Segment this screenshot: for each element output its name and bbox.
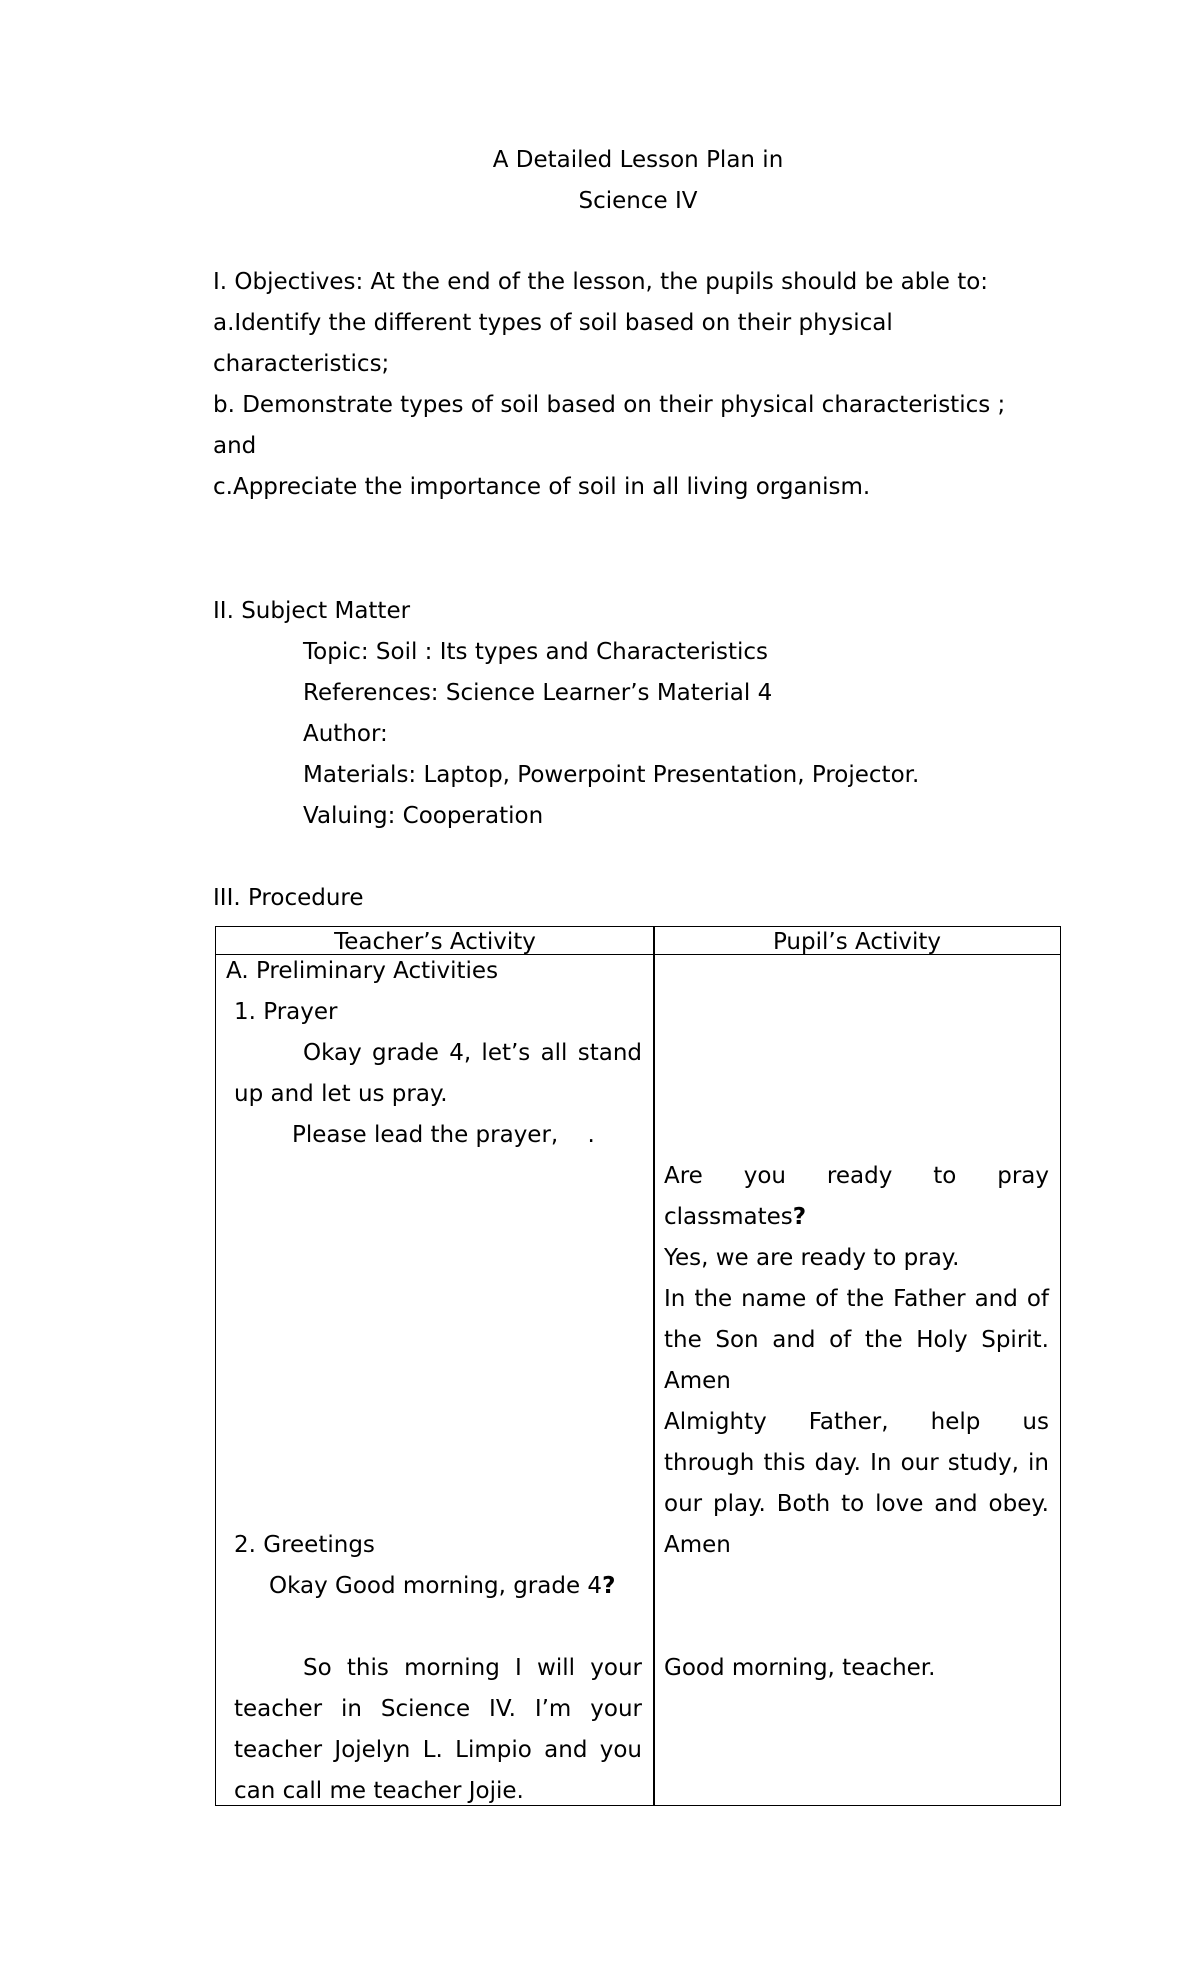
pupil-good-morning: Good morning, teacher.: [664, 1655, 936, 1681]
subject-author: Author:: [303, 721, 388, 747]
spacer: [226, 1402, 642, 1443]
pupil-prayer-line-2: through this day. In our study, in: [664, 1450, 1049, 1476]
prayer-heading: 1. Prayer: [234, 999, 338, 1025]
pupil-prayer-line-4: Amen: [664, 1532, 731, 1558]
objectives-section: [213, 262, 1073, 508]
objective-a-line-2: characteristics;: [213, 351, 390, 377]
teacher-intro-line-2: teacher in Science IV. I’m your: [234, 1696, 642, 1722]
teacher-activity-header: Teacher’s Activity: [334, 929, 536, 955]
objectives-heading: I. Objectives: At the end of the lesson, the pupils should be able to:: [213, 269, 989, 295]
objective-b-line-2: and: [213, 433, 257, 459]
title-line-1: A Detailed Lesson Plan in: [492, 147, 784, 173]
pupil-ready-text: classmates: [664, 1204, 793, 1230]
subject-matter-section: [213, 591, 1073, 837]
pupil-activity-column: [664, 1156, 1049, 1689]
objective-b-line-1: b. Demonstrate types of soil based on their physical characteristics ;: [213, 392, 1006, 418]
pupil-sign-line-1: In the name of the Father and of: [664, 1286, 1049, 1312]
pupil-prayer-line-3: our play. Both to love and obey.: [664, 1491, 1049, 1517]
teacher-greeting-qmark: ?: [602, 1573, 616, 1599]
spacer: [226, 1156, 642, 1197]
spacer: [226, 1607, 642, 1648]
pupil-activity-header: Pupil’s Activity: [772, 929, 942, 955]
pupil-prayer-line-1: Almighty Father, help us: [664, 1409, 1049, 1435]
spacer: [226, 1238, 642, 1279]
spacer: [226, 1484, 642, 1525]
title-line-2: Science IV: [578, 188, 698, 214]
spacer: [226, 1443, 642, 1484]
pupil-ready-qmark: ?: [792, 1204, 807, 1230]
preliminary-activities: A. Preliminary Activities: [226, 958, 499, 984]
teacher-activity-column: [226, 951, 642, 1812]
greetings-heading: 2. Greetings: [234, 1532, 375, 1558]
objective-a-line-1: a.Identify the different types of soil based on their physical: [213, 310, 893, 336]
teacher-intro-line-4: can call me teacher Jojie.: [234, 1778, 524, 1804]
subject-valuing: Valuing: Cooperation: [303, 803, 544, 829]
teacher-prayer-line-3: Please lead the prayer, .: [292, 1122, 595, 1148]
column-divider: [653, 927, 655, 1805]
subject-topic: Topic: Soil : Its types and Characteristics: [303, 639, 769, 665]
spacer: [664, 1566, 1049, 1607]
pupil-sign-line-2: the Son and of the Holy Spirit.: [664, 1327, 1049, 1353]
spacer: [226, 1279, 642, 1320]
procedure-heading: III. Procedure: [213, 885, 364, 911]
subject-materials: Materials: Laptop, Powerpoint Presentation, Projector.: [303, 762, 920, 788]
spacer: [226, 1361, 642, 1402]
pupil-yes-ready: Yes, we are ready to pray.: [664, 1245, 960, 1271]
teacher-prayer-line-1: Okay grade 4, let’s all stand: [303, 1040, 642, 1066]
procedure-table: [215, 926, 1061, 1806]
spacer: [226, 1197, 642, 1238]
spacer: [664, 1607, 1049, 1648]
subject-references: References: Science Learner’s Material 4: [303, 680, 773, 706]
pupil-ready-line-1: Are you ready to pray: [664, 1163, 1049, 1189]
pupil-ready-line-2: [664, 1197, 1049, 1238]
teacher-greeting-text: Okay Good morning, grade 4: [269, 1573, 603, 1599]
document-title: [0, 140, 1200, 222]
subject-matter-heading: II. Subject Matter: [213, 598, 411, 624]
teacher-intro-line-1: So this morning I will your: [303, 1655, 642, 1681]
teacher-greeting: [226, 1566, 642, 1607]
pupil-sign-line-3: Amen: [664, 1368, 731, 1394]
teacher-intro-line-3: teacher Jojelyn L. Limpio and you: [234, 1737, 642, 1763]
objective-c: c.Appreciate the importance of soil in all living organism.: [213, 474, 871, 500]
teacher-prayer-line-2: up and let us pray.: [234, 1081, 448, 1107]
spacer: [226, 1320, 642, 1361]
